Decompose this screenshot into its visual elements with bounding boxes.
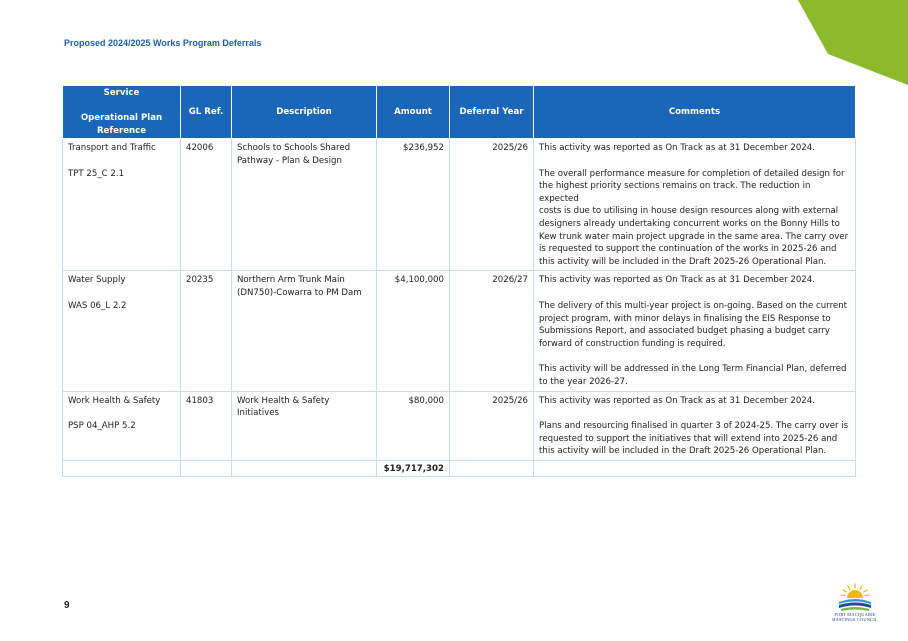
cell-comments: This activity was reported as On Track as at 31 December 2024. The overall performance measure for completion of detailed design for the highest priority sections remains on track. The reduction in expected costs is due to utilising in house design resources along with external designers already undertaking concurrent works on the Bonny Hills to Kew trunk water main project upgrade in the same area. The carry over is requested to support the continuation of the works in 2025-26 and this activity will be included in the Draft 2025-26 Operational Plan.	[534, 139, 856, 271]
sun-river-icon	[835, 582, 875, 612]
page-title: Proposed 2024/2025 Works Program Deferrals	[64, 38, 262, 48]
table-row	[63, 139, 856, 271]
cell-empty	[450, 460, 534, 477]
column-header-amount: Amount	[377, 86, 450, 139]
cell-empty	[534, 460, 856, 477]
table-header-row	[63, 86, 856, 139]
cell-amount: $4,100,000	[377, 271, 450, 391]
cell-gl-ref: 41803	[181, 391, 232, 460]
deferrals-table	[62, 85, 856, 477]
cell-empty	[181, 460, 232, 477]
cell-service: Water Supply WAS 06_L 2.2	[63, 271, 181, 391]
cell-description: Northern Arm Trunk Main (DN750)-Cowarra to PM Dam	[232, 271, 377, 391]
corner-decoration	[798, 0, 908, 85]
column-header-comments: Comments	[534, 86, 856, 139]
cell-deferral-year: 2026/27	[450, 271, 534, 391]
column-header-gl-ref: GL Ref.	[181, 86, 232, 139]
column-header-deferral-year: Deferral Year	[450, 86, 534, 139]
cell-gl-ref: 42006	[181, 139, 232, 271]
council-logo	[826, 582, 884, 624]
cell-description: Schools to Schools Shared Pathway - Plan & Design	[232, 139, 377, 271]
column-header-service: Service Operational Plan Reference	[63, 86, 181, 139]
total-amount: $19,717,302	[377, 460, 450, 477]
total-row	[63, 460, 856, 477]
logo-text-line1: PORT MACQUARIE	[834, 612, 876, 617]
cell-comments: This activity was reported as On Track as at 31 December 2024. Plans and resourcing finalised in quarter 3 of 2024-25. The carry over is requested to support the initiatives that will extend into 2025-26 and this activity will be included in the Draft 2025-26 Operational Plan.	[534, 391, 856, 460]
column-header-description: Description	[232, 86, 377, 139]
cell-comments: This activity was reported as On Track as at 31 December 2024. The delivery of this multi-year project is on-going. Based on the current project program, with minor delays in finalising the EIS Response to Submissions Report, and associated budget phasing a budget carry forward of construction funding is required. This activity will be addressed in the Long Term Financial Plan, deferred to the year 2026-27.	[534, 271, 856, 391]
cell-description: Work Health & Safety Initiatives	[232, 391, 377, 460]
logo-text-line2: HASTINGS COUNCIL	[832, 617, 878, 622]
cell-gl-ref: 20235	[181, 271, 232, 391]
cell-amount: $80,000	[377, 391, 450, 460]
cell-empty	[63, 460, 181, 477]
table-row	[63, 271, 856, 391]
cell-service: Transport and Traffic TPT 25_C 2.1	[63, 139, 181, 271]
cell-service: Work Health & Safety PSP 04_AHP 5.2	[63, 391, 181, 460]
cell-empty	[232, 460, 377, 477]
cell-deferral-year: 2025/26	[450, 391, 534, 460]
table-row	[63, 391, 856, 460]
cell-amount: $236,952	[377, 139, 450, 271]
page-number: 9	[64, 600, 70, 611]
cell-deferral-year: 2025/26	[450, 139, 534, 271]
